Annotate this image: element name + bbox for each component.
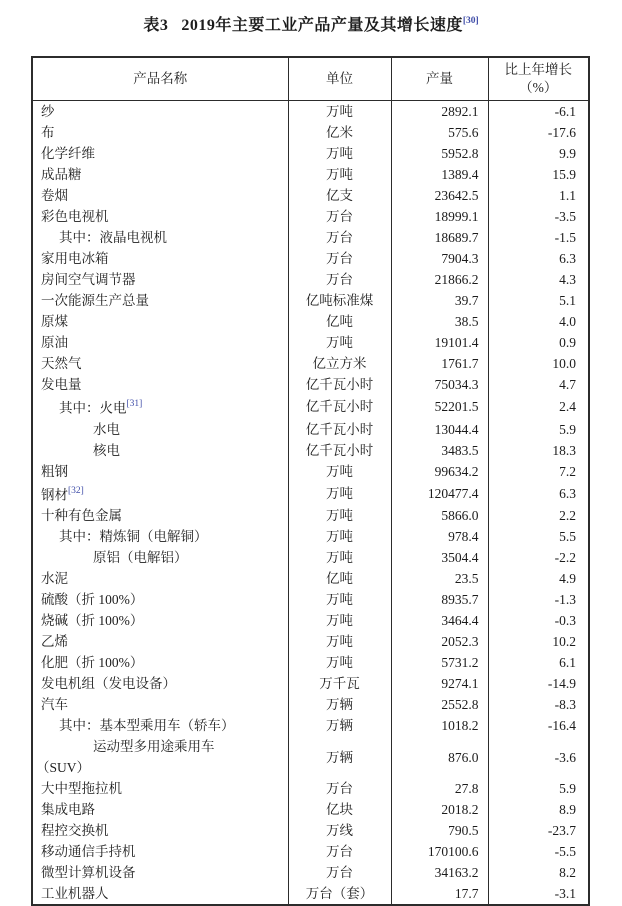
unit-cell: 万台 <box>288 778 391 799</box>
unit-cell: 万台 <box>288 248 391 269</box>
unit-cell: 万吨 <box>288 461 391 482</box>
output-value-cell: 75034.3 <box>391 374 488 395</box>
unit-cell: 万吨 <box>288 631 391 652</box>
product-name-cell: 水电 <box>32 419 288 440</box>
table-row <box>32 631 589 652</box>
product-name-cell: 大中型拖拉机 <box>32 778 288 799</box>
table-row <box>32 862 589 883</box>
growth-value-cell: 9.9 <box>488 143 589 164</box>
growth-value-cell: 2.4 <box>488 395 589 419</box>
table-row <box>32 694 589 715</box>
growth-value-cell: -6.1 <box>488 101 589 123</box>
table-row <box>32 290 589 311</box>
product-name-cell: 运动型多用途乘用车 （SUV） <box>32 736 288 778</box>
table-row <box>32 715 589 736</box>
output-value-cell: 790.5 <box>391 820 488 841</box>
product-name-cell: 移动通信手持机 <box>32 841 288 862</box>
growth-value-cell: 7.2 <box>488 461 589 482</box>
unit-cell: 亿吨 <box>288 311 391 332</box>
growth-value-cell: -14.9 <box>488 673 589 694</box>
growth-value-cell: 8.9 <box>488 799 589 820</box>
output-value-cell: 99634.2 <box>391 461 488 482</box>
table-title-label: 表3 <box>143 17 169 34</box>
unit-cell: 万台 <box>288 269 391 290</box>
output-value-cell: 978.4 <box>391 526 488 547</box>
output-value-cell: 19101.4 <box>391 332 488 353</box>
growth-value-cell: 4.3 <box>488 269 589 290</box>
growth-value-cell: -16.4 <box>488 715 589 736</box>
unit-cell: 万辆 <box>288 694 391 715</box>
output-value-cell: 876.0 <box>391 736 488 778</box>
growth-value-cell: -5.5 <box>488 841 589 862</box>
table-row <box>32 820 589 841</box>
growth-value-cell: 5.9 <box>488 419 589 440</box>
table-row <box>32 736 589 778</box>
growth-value-cell: 5.9 <box>488 778 589 799</box>
header-row <box>32 57 589 101</box>
col-header-growth <box>488 57 589 101</box>
output-value-cell: 18999.1 <box>391 206 488 227</box>
product-name-cell: 原油 <box>32 332 288 353</box>
product-name-cell: 其中：基本型乘用车（轿车） <box>32 715 288 736</box>
product-name-cell: 程控交换机 <box>32 820 288 841</box>
product-name-cell: 硫酸（折 100%） <box>32 589 288 610</box>
table-row <box>32 610 589 631</box>
table-row <box>32 206 589 227</box>
footnote-ref: [31] <box>126 399 143 409</box>
product-name-cell: 集成电路 <box>32 799 288 820</box>
table-row <box>32 526 589 547</box>
unit-cell: 万台 <box>288 227 391 248</box>
table-body <box>32 101 589 906</box>
growth-value-cell: -3.6 <box>488 736 589 778</box>
table-row <box>32 419 589 440</box>
growth-value-cell: -1.5 <box>488 227 589 248</box>
product-name-cell: 化学纤维 <box>32 143 288 164</box>
product-name-cell: 烧碱（折 100%） <box>32 610 288 631</box>
growth-value-cell: 10.2 <box>488 631 589 652</box>
output-value-cell: 34163.2 <box>391 862 488 883</box>
table-row <box>32 568 589 589</box>
unit-cell: 亿支 <box>288 185 391 206</box>
growth-value-cell: 5.1 <box>488 290 589 311</box>
growth-value-cell: -1.3 <box>488 589 589 610</box>
product-name-cell: 十种有色金属 <box>32 505 288 526</box>
unit-cell: 万吨 <box>288 143 391 164</box>
output-value-cell: 18689.7 <box>391 227 488 248</box>
product-name-cell: 化肥（折 100%） <box>32 652 288 673</box>
growth-value-cell: 1.1 <box>488 185 589 206</box>
table-row <box>32 353 589 374</box>
table-row <box>32 185 589 206</box>
output-value-cell: 23642.5 <box>391 185 488 206</box>
product-name-cell: 一次能源生产总量 <box>32 290 288 311</box>
output-value-cell: 2018.2 <box>391 799 488 820</box>
growth-value-cell: -3.5 <box>488 206 589 227</box>
table-title <box>0 0 622 35</box>
table-row <box>32 589 589 610</box>
table-title-text: 2019年主要工业产品产量及其增长速度 <box>181 17 463 34</box>
output-value-cell: 38.5 <box>391 311 488 332</box>
output-value-cell: 9274.1 <box>391 673 488 694</box>
product-name-cell: 卷烟 <box>32 185 288 206</box>
table-row <box>32 101 589 123</box>
table-row <box>32 227 589 248</box>
table-row <box>32 652 589 673</box>
table-row <box>32 778 589 799</box>
unit-cell: 万辆 <box>288 736 391 778</box>
table-row <box>32 332 589 353</box>
col-header-unit: 单位 <box>288 57 391 101</box>
product-name-cell: 粗钢 <box>32 461 288 482</box>
unit-cell: 亿吨 <box>288 568 391 589</box>
growth-value-cell: -3.1 <box>488 883 589 905</box>
unit-cell: 万吨 <box>288 526 391 547</box>
product-name-cell: 工业机器人 <box>32 883 288 905</box>
output-value-cell: 52201.5 <box>391 395 488 419</box>
unit-cell: 万吨 <box>288 547 391 568</box>
growth-value-cell: 6.3 <box>488 482 589 506</box>
product-name-cell: 纱 <box>32 101 288 123</box>
table-row <box>32 440 589 461</box>
growth-value-cell: 6.3 <box>488 248 589 269</box>
product-name-cell: 房间空气调节器 <box>32 269 288 290</box>
table-row <box>32 311 589 332</box>
output-value-cell: 170100.6 <box>391 841 488 862</box>
col-header-product: 产品名称 <box>32 57 288 101</box>
growth-value-cell: 4.0 <box>488 311 589 332</box>
output-value-cell: 13044.4 <box>391 419 488 440</box>
output-value-cell: 2552.8 <box>391 694 488 715</box>
unit-cell: 万吨 <box>288 589 391 610</box>
output-value-cell: 3483.5 <box>391 440 488 461</box>
output-value-cell: 17.7 <box>391 883 488 905</box>
unit-cell: 万吨 <box>288 610 391 631</box>
unit-cell: 万台 <box>288 841 391 862</box>
table-row <box>32 143 589 164</box>
growth-value-cell: 2.2 <box>488 505 589 526</box>
growth-value-cell: 6.1 <box>488 652 589 673</box>
output-value-cell: 1389.4 <box>391 164 488 185</box>
unit-cell: 万线 <box>288 820 391 841</box>
growth-value-cell: 10.0 <box>488 353 589 374</box>
table-row <box>32 374 589 395</box>
table-row <box>32 248 589 269</box>
unit-cell: 亿千瓦小时 <box>288 374 391 395</box>
col-header-output: 产量 <box>391 57 488 101</box>
output-value-cell: 1018.2 <box>391 715 488 736</box>
unit-cell: 万台 <box>288 206 391 227</box>
industrial-products-table <box>31 56 590 906</box>
table-row <box>32 673 589 694</box>
growth-value-cell: -23.7 <box>488 820 589 841</box>
growth-value-cell: 15.9 <box>488 164 589 185</box>
table-row <box>32 164 589 185</box>
product-name-cell: 其中：精炼铜（电解铜） <box>32 526 288 547</box>
growth-value-cell: 0.9 <box>488 332 589 353</box>
table-row <box>32 841 589 862</box>
unit-cell: 亿立方米 <box>288 353 391 374</box>
table-row <box>32 461 589 482</box>
table-row <box>32 269 589 290</box>
product-name-cell: 乙烯 <box>32 631 288 652</box>
product-name-cell: 天然气 <box>32 353 288 374</box>
output-value-cell: 3504.4 <box>391 547 488 568</box>
footnote-ref-30: [30] <box>462 15 479 26</box>
unit-cell: 万吨 <box>288 332 391 353</box>
unit-cell: 亿千瓦小时 <box>288 440 391 461</box>
unit-cell: 万吨 <box>288 652 391 673</box>
col-header-growth-line2: （%） <box>519 80 558 95</box>
output-value-cell: 23.5 <box>391 568 488 589</box>
product-name-cell: 布 <box>32 122 288 143</box>
output-value-cell: 2892.1 <box>391 101 488 123</box>
unit-cell: 亿千瓦小时 <box>288 395 391 419</box>
unit-cell: 亿块 <box>288 799 391 820</box>
output-value-cell: 2052.3 <box>391 631 488 652</box>
output-value-cell: 3464.4 <box>391 610 488 631</box>
output-value-cell: 7904.3 <box>391 248 488 269</box>
growth-value-cell: 4.9 <box>488 568 589 589</box>
product-name-cell: 发电机组（发电设备） <box>32 673 288 694</box>
product-name-cell: 汽车 <box>32 694 288 715</box>
table-row <box>32 395 589 419</box>
output-value-cell: 21866.2 <box>391 269 488 290</box>
output-value-cell: 120477.4 <box>391 482 488 506</box>
unit-cell: 万吨 <box>288 101 391 123</box>
table-row <box>32 482 589 506</box>
output-value-cell: 575.6 <box>391 122 488 143</box>
product-name-cell: 发电量 <box>32 374 288 395</box>
unit-cell: 亿吨标准煤 <box>288 290 391 311</box>
footnote-ref: [32] <box>68 485 84 496</box>
table-row <box>32 883 589 905</box>
product-name-cell: 其中：液晶电视机 <box>32 227 288 248</box>
product-name-cell: 水泥 <box>32 568 288 589</box>
unit-cell: 万吨 <box>288 482 391 506</box>
output-value-cell: 5952.8 <box>391 143 488 164</box>
output-value-cell: 1761.7 <box>391 353 488 374</box>
growth-value-cell: 4.7 <box>488 374 589 395</box>
product-name-cell: 家用电冰箱 <box>32 248 288 269</box>
unit-cell: 万吨 <box>288 505 391 526</box>
product-name-cell: 原铝（电解铝） <box>32 547 288 568</box>
product-name-cell: 原煤 <box>32 311 288 332</box>
col-header-growth-line1: 比上年增长 <box>504 62 572 77</box>
output-value-cell: 5731.2 <box>391 652 488 673</box>
table-row <box>32 505 589 526</box>
table-row <box>32 122 589 143</box>
unit-cell: 亿千瓦小时 <box>288 419 391 440</box>
unit-cell: 万台（套） <box>288 883 391 905</box>
table-row <box>32 799 589 820</box>
growth-value-cell: 8.2 <box>488 862 589 883</box>
output-value-cell: 5866.0 <box>391 505 488 526</box>
growth-value-cell: -2.2 <box>488 547 589 568</box>
product-name-cell: 微型计算机设备 <box>32 862 288 883</box>
product-name-cell: 成品糖 <box>32 164 288 185</box>
product-name-cell: 彩色电视机 <box>32 206 288 227</box>
growth-value-cell: 5.5 <box>488 526 589 547</box>
growth-value-cell: -0.3 <box>488 610 589 631</box>
unit-cell: 万辆 <box>288 715 391 736</box>
table-row <box>32 547 589 568</box>
unit-cell: 万千瓦 <box>288 673 391 694</box>
unit-cell: 万台 <box>288 862 391 883</box>
growth-value-cell: -8.3 <box>488 694 589 715</box>
unit-cell: 万吨 <box>288 164 391 185</box>
product-name-cell: 其中：火电[31] <box>32 395 288 419</box>
growth-value-cell: -17.6 <box>488 122 589 143</box>
output-value-cell: 39.7 <box>391 290 488 311</box>
growth-value-cell: 18.3 <box>488 440 589 461</box>
product-name-cell: 钢材[32] <box>32 482 288 506</box>
output-value-cell: 8935.7 <box>391 589 488 610</box>
output-value-cell: 27.8 <box>391 778 488 799</box>
unit-cell: 亿米 <box>288 122 391 143</box>
product-name-cell: 核电 <box>32 440 288 461</box>
